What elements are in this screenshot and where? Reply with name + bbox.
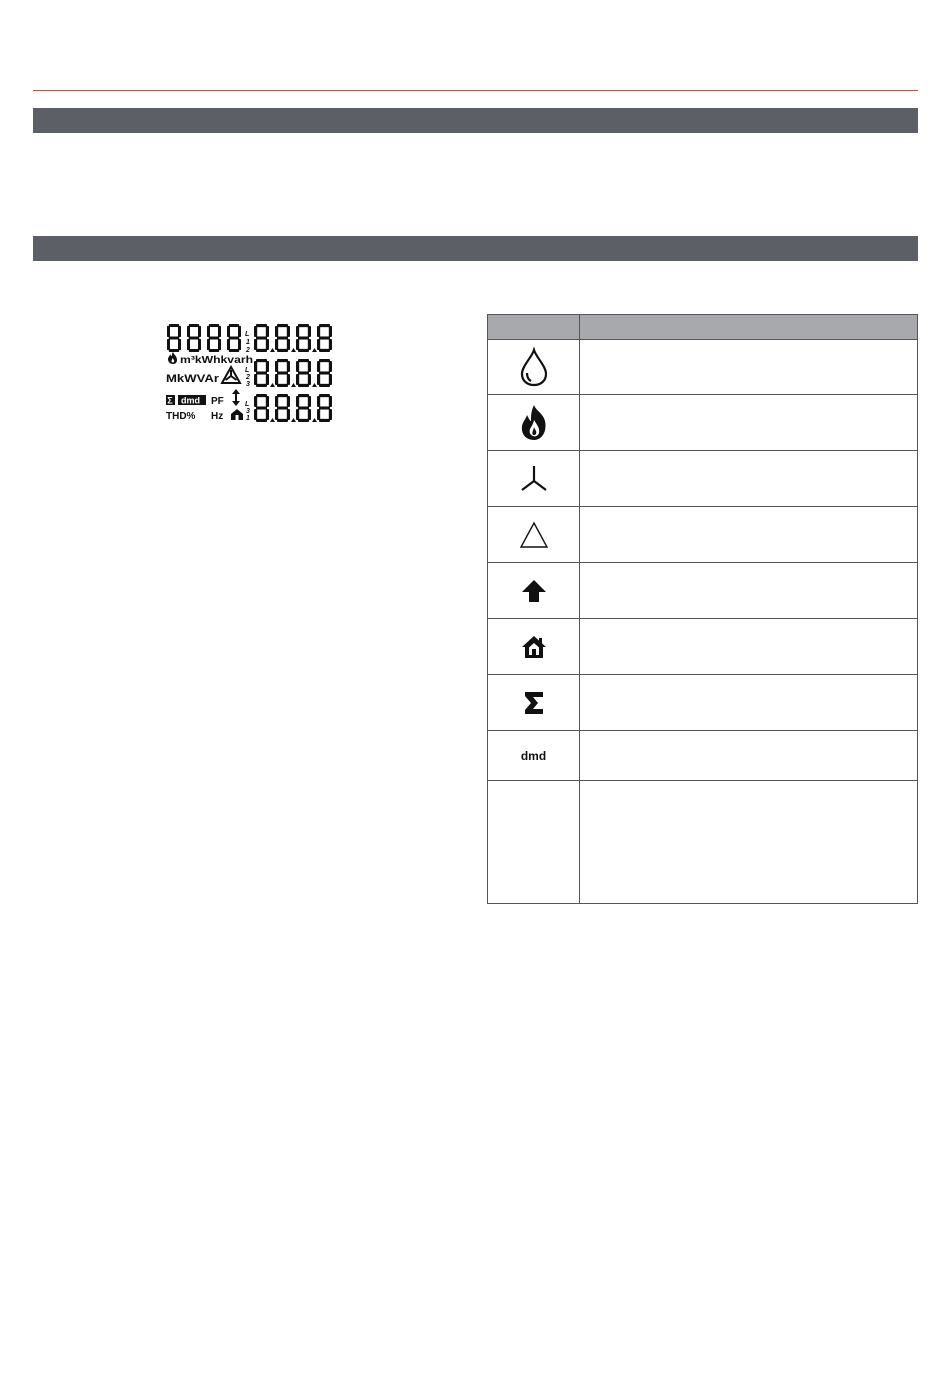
lcd-digit — [296, 394, 317, 422]
lcd-pf-label: PF — [211, 396, 224, 407]
table-row — [488, 781, 917, 905]
lcd-updown-arrow-icon — [232, 389, 240, 406]
lcd-digit — [254, 359, 275, 387]
lcd-phase-l2: L — [245, 367, 250, 374]
lcd-digit — [317, 394, 332, 422]
lcd-digit — [187, 324, 201, 352]
symbol-table — [487, 314, 918, 904]
lcd-dmd-box — [178, 395, 206, 406]
lcd-digit — [275, 394, 296, 422]
lcd-svg — [165, 322, 335, 424]
table-row — [488, 507, 917, 563]
lcd-flame-icon — [168, 352, 177, 364]
star-connection-icon — [488, 451, 579, 506]
table-row — [488, 619, 917, 675]
delta-connection-icon — [488, 507, 579, 562]
lcd-digit — [296, 359, 317, 387]
lcd-phase-1b: 1 — [246, 415, 250, 422]
empty-icon-cell — [488, 781, 579, 905]
table-row — [488, 731, 917, 781]
lcd-units-row2: MkWVAr — [166, 373, 220, 385]
section-header-bar-2 — [33, 236, 918, 261]
lcd-digit — [296, 324, 317, 352]
lcd-phase-1: 1 — [246, 339, 250, 346]
up-arrow-icon — [488, 563, 579, 618]
lcd-digit — [254, 324, 275, 352]
table-row — [488, 451, 917, 507]
header-column-divider — [579, 315, 580, 339]
lcd-digit — [254, 394, 275, 422]
lcd-digit — [275, 324, 296, 352]
lcd-digit — [317, 324, 332, 352]
top-accent-rule — [33, 90, 918, 91]
table-row — [488, 339, 917, 395]
lcd-sigma-glyph: Σ — [167, 395, 173, 406]
lcd-digit — [275, 359, 296, 387]
lcd-phase-3b: 3 — [246, 408, 250, 415]
lcd-phase-l1: L — [245, 331, 250, 338]
section-header-bar-1 — [33, 108, 918, 133]
lcd-phase-2: 2 — [246, 347, 250, 354]
water-drop-icon — [488, 339, 579, 394]
lcd-display-illustration — [165, 322, 335, 424]
lcd-house-icon — [231, 409, 243, 420]
table-row — [488, 675, 917, 731]
lcd-hz-label: Hz — [211, 411, 224, 422]
lcd-digit — [227, 324, 241, 352]
table-row — [488, 563, 917, 619]
lcd-thd-label: THD% — [166, 411, 196, 422]
lcd-delta-star-icon — [222, 367, 240, 383]
lcd-digit — [207, 324, 221, 352]
dmd-text-icon — [488, 731, 579, 780]
lcd-sigma-box — [166, 395, 175, 406]
lcd-phase-2b: 2 — [246, 374, 250, 381]
lcd-phase-3: 3 — [246, 381, 250, 388]
lcd-digit — [317, 359, 332, 387]
sigma-icon — [488, 675, 579, 730]
symbol-table-header — [488, 315, 917, 340]
dmd-label: dmd — [520, 748, 547, 763]
lcd-dmd-label: dmd — [181, 395, 200, 406]
lcd-digit — [167, 324, 181, 352]
table-row — [488, 395, 917, 451]
house-icon — [488, 619, 579, 674]
lcd-units-row1: m³kWhkvarh — [180, 355, 253, 366]
lcd-phase-l3: L — [245, 401, 250, 408]
gas-flame-icon — [488, 395, 579, 450]
